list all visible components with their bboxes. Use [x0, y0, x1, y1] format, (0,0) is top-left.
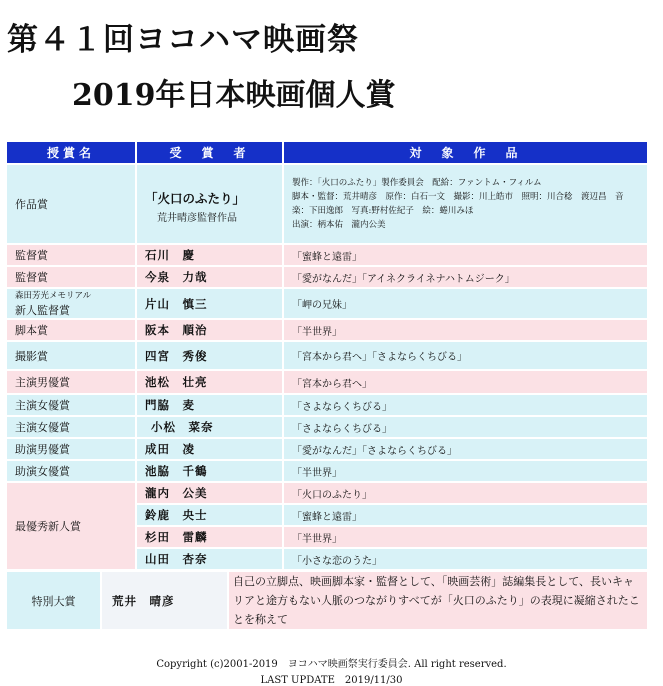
recipient-name: 石川 慶: [137, 245, 282, 265]
special-award-category: 特別大賞: [7, 572, 100, 629]
header-recipient: 受 賞 者: [137, 142, 282, 163]
header-award: 授賞名: [7, 142, 135, 163]
table-row: [7, 417, 647, 437]
recipient-name: 阪本 順治: [137, 320, 282, 340]
page-subtitle: 2019年日本映画個人賞: [72, 78, 396, 113]
recipient-name: 四宮 秀俊: [137, 342, 282, 369]
award-category: 主演男優賞: [7, 371, 135, 393]
page-title: 第４１回ヨコハマ映画祭: [7, 22, 359, 58]
target-work: 「愛がなんだ」「アイネクライネナハトムジーク」: [284, 267, 647, 287]
copyright-text: Copyright (c)2001-2019 ヨコハマ映画祭実行委員会. All right reserved.: [156, 659, 507, 670]
award-category: 主演女優賞: [7, 395, 135, 415]
table-row: [7, 289, 647, 318]
award-category: [7, 289, 135, 318]
award-category: 主演女優賞: [7, 417, 135, 437]
recipient-name: 門脇 麦: [137, 395, 282, 415]
recipient-name: 池脇 千鶴: [137, 461, 282, 481]
target-work: 「さよならくちびる」: [284, 417, 647, 437]
target-work: 「岬の兄妹」: [284, 289, 647, 318]
award-category-line1: 森田芳光メモリアル: [15, 291, 92, 301]
award-category: 脚本賞: [7, 320, 135, 340]
target-work: 「蜜蜂と遠雷」: [284, 245, 647, 265]
award-category: 撮影賞: [7, 342, 135, 369]
credit-line: 楽：下田逸郎 写真:野村佐紀子 絵：蜷川みほ: [292, 206, 474, 216]
award-category: 作品賞: [7, 165, 135, 243]
target-work: 「宮本から君へ」: [284, 371, 647, 393]
special-award-table: [5, 570, 649, 631]
table-row: [7, 395, 647, 415]
last-update-text: LAST UPDATE 2019/11/30: [260, 675, 403, 686]
recipient-name: 池松 壮亮: [137, 371, 282, 393]
credit-line: 製作：「火口のふたり」製作委員会 配給：ファントム・フィルム: [292, 178, 542, 188]
credit-line: 脚本・監督：荒井晴彦 原作：白石一文 撮影：川上皓市 照明：川合稔 渡辺昌 音: [292, 192, 624, 202]
table-row: [7, 245, 647, 265]
table-row: [7, 342, 647, 369]
table-row: [7, 267, 647, 287]
best-film-credits: [284, 165, 647, 243]
recipient-name: 山田 杏奈: [137, 549, 282, 569]
recipient-name: 片山 慎三: [137, 289, 282, 318]
special-award-recipient: 荒井 晴彦: [102, 572, 227, 629]
special-award-row: [7, 572, 647, 629]
table-row: [7, 439, 647, 459]
target-work: 「小さな恋のうた」: [284, 549, 647, 569]
target-work: 「半世界」: [284, 461, 647, 481]
best-film-cell: [137, 165, 282, 243]
credit-line: 出演：柄本佑 瀧内公美: [292, 220, 386, 230]
target-work: 「半世界」: [284, 527, 647, 547]
best-film-title: 「火口のふたり」: [145, 190, 246, 206]
recipient-name: 鈴鹿 央士: [137, 505, 282, 525]
header-work: 対 象 作 品: [284, 142, 647, 163]
target-work: 「火口のふたり」: [284, 483, 647, 503]
table-row: [7, 320, 647, 340]
target-work: 「宮本から君へ」「さよならくちびる」: [284, 342, 647, 369]
table-row: [7, 371, 647, 393]
award-category: 監督賞: [7, 267, 135, 287]
target-work: 「蜜蜂と遠雷」: [284, 505, 647, 525]
award-category: 助演女優賞: [7, 461, 135, 481]
award-category: 助演男優賞: [7, 439, 135, 459]
award-category-line2: 新人監督賞: [15, 304, 70, 317]
target-work: 「愛がなんだ」「さよならくちびる」: [284, 439, 647, 459]
recipient-name: 瀧内 公美: [137, 483, 282, 503]
table-row-best-film: [7, 165, 647, 243]
target-work: 「半世界」: [284, 320, 647, 340]
table-header-row: [7, 142, 647, 163]
award-category: 監督賞: [7, 245, 135, 265]
best-film-director: 荒井晴彦監督作品: [157, 212, 237, 224]
awards-table: [5, 140, 649, 571]
special-award-description: 自己の立脚点、映画脚本家・監督として、「映画芸術」誌編集長として、長いキャリアと途方もない人脈のつながりすべてが「火口のふたり」の表現に凝縮されたことを称えて: [229, 572, 647, 629]
table-row: [7, 483, 647, 503]
recipient-name: 杉田 雷麟: [137, 527, 282, 547]
target-work: 「さよならくちびる」: [284, 395, 647, 415]
award-category: 最優秀新人賞: [7, 483, 135, 569]
recipient-name: 小松 菜奈: [137, 417, 282, 437]
recipient-name: 成田 凌: [137, 439, 282, 459]
recipient-name: 今泉 力哉: [137, 267, 282, 287]
table-row: [7, 461, 647, 481]
